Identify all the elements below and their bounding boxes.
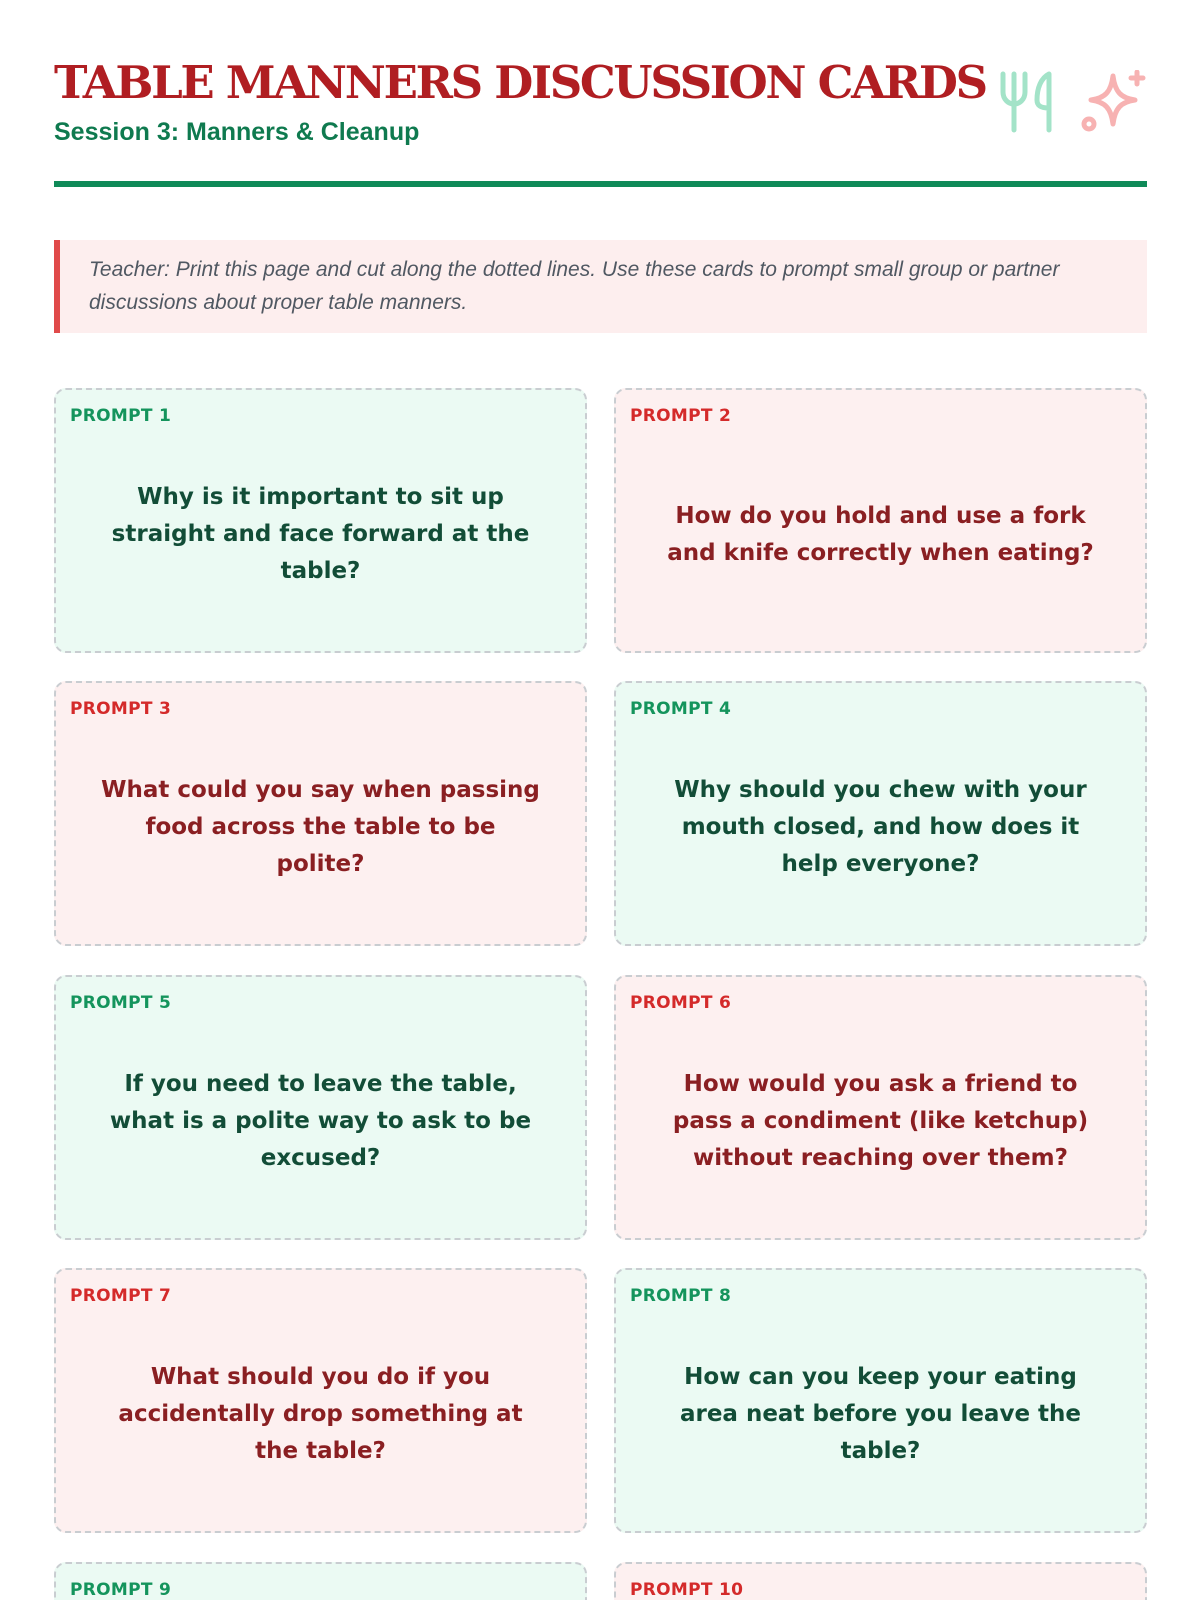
- teacher-note: Teacher: Print this page and cut along the dotted lines. Use these cards to prompt small group or partner discussions about proper table manners.: [54, 240, 1147, 333]
- prompt-question: Why is it important to sit up straight and face forward at the table?: [111, 484, 530, 584]
- prompt-question: How do you hold and use a fork and knife correctly when eating?: [667, 502, 1094, 566]
- prompt-card-4: [614, 681, 1147, 946]
- prompt-card-3: [54, 681, 587, 946]
- prompt-card-6: [614, 975, 1147, 1240]
- prompt-card-8: [614, 1268, 1147, 1533]
- prompt-question: Why should you chew with your mouth closed, and how does it help everyone?: [674, 777, 1087, 877]
- prompt-label: PROMPT 9: [70, 1580, 172, 1600]
- worksheet-page: [54, 0, 1147, 1600]
- prompt-card-5: [54, 975, 587, 1240]
- prompt-label: PROMPT 10: [630, 1580, 744, 1600]
- prompt-label: PROMPT 2: [630, 406, 732, 426]
- prompt-label: PROMPT 4: [630, 699, 732, 719]
- prompt-cards: [54, 0, 1147, 1600]
- prompt-question: How can you keep your eating area neat before you leave the table?: [679, 1364, 1082, 1464]
- prompt-card-2: [614, 388, 1147, 653]
- prompt-question: If you need to leave the table, what is a polite way to ask to be excused?: [109, 1071, 532, 1171]
- prompt-card-7: [54, 1268, 587, 1533]
- prompt-label: PROMPT 8: [630, 1286, 732, 1306]
- prompt-card-1: [54, 388, 587, 653]
- prompt-label: PROMPT 5: [70, 993, 172, 1013]
- page-title: TABLE MANNERS DISCUSSION CARDS: [54, 56, 986, 109]
- prompt-card-10: [614, 1562, 1147, 1600]
- prompt-question: What should you do if you accidentally drop something at the table?: [118, 1364, 523, 1464]
- prompt-question: How would you ask a friend to pass a condiment (like ketchup) without reaching over them?: [672, 1071, 1089, 1171]
- prompt-question: What could you say when passing food across the table to be polite?: [101, 777, 540, 877]
- prompt-label: PROMPT 3: [70, 699, 172, 719]
- prompt-card-9: [54, 1562, 587, 1600]
- prompt-label: PROMPT 6: [630, 993, 732, 1013]
- prompt-label: PROMPT 7: [70, 1286, 172, 1306]
- prompt-label: PROMPT 1: [70, 406, 172, 426]
- page-subtitle: Session 3: Manners & Cleanup: [54, 118, 420, 146]
